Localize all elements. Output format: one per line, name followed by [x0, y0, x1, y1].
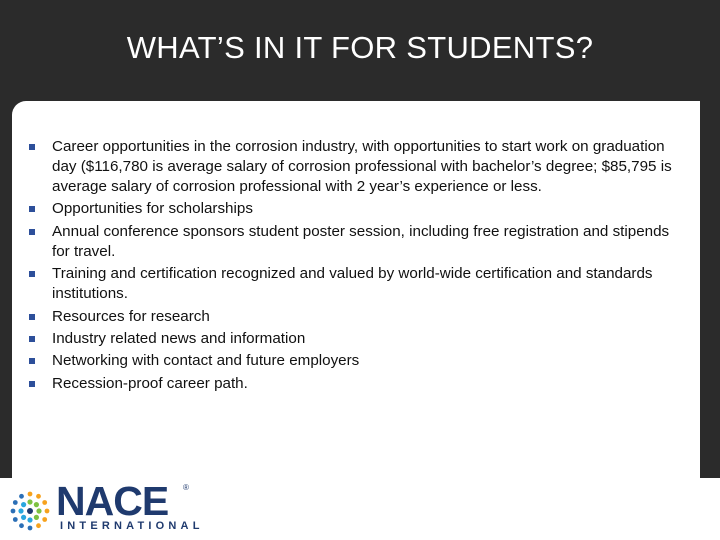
square-bullet-icon: [29, 358, 35, 364]
square-bullet-icon: [29, 206, 35, 212]
square-bullet-icon: [29, 336, 35, 342]
bullet-text: Industry related news and information: [52, 329, 306, 347]
list-item: [12, 222, 682, 262]
square-bullet-icon: [29, 144, 35, 150]
square-bullet-icon: [29, 381, 35, 387]
list-item: [12, 374, 682, 394]
list-item: [12, 329, 682, 349]
square-bullet-icon: [29, 271, 35, 277]
logo-subtitle: INTERNATIONAL: [60, 520, 204, 532]
bullet-text: Annual conference sponsors student poster session, including free registration and stipends for travel.: [52, 222, 670, 260]
list-item: [12, 137, 682, 197]
list-item: [12, 199, 682, 219]
square-bullet-icon: [29, 229, 35, 235]
registered-mark: ®: [183, 483, 189, 492]
bullet-text: Training and certification recognized and valued by world-wide certification and standards institutions.: [52, 265, 653, 303]
slide-title: WHAT’S IN IT FOR STUDENTS?: [126, 30, 594, 65]
bullet-text: Networking with contact and future employers: [52, 352, 360, 370]
list-item: [12, 307, 682, 327]
bullet-text: Career opportunities in the corrosion industry, with opportunities to start work on graduation day ($116,780 is average salary of corrosion professional with bachelor’s degree; $85,795 is average salary of corrosion professional with 2 year’s experience or less.: [52, 138, 672, 195]
list-item: [12, 264, 682, 304]
bullet-text: Recession-proof career path.: [52, 374, 248, 392]
bullet-text: Resources for research: [52, 307, 210, 325]
bullet-text: Opportunities for scholarships: [52, 200, 253, 218]
list-item: [12, 351, 682, 371]
content-panel: [12, 101, 700, 480]
logo-wordmark: NACE: [56, 478, 169, 524]
square-bullet-icon: [29, 314, 35, 320]
bullet-list: [12, 137, 682, 396]
